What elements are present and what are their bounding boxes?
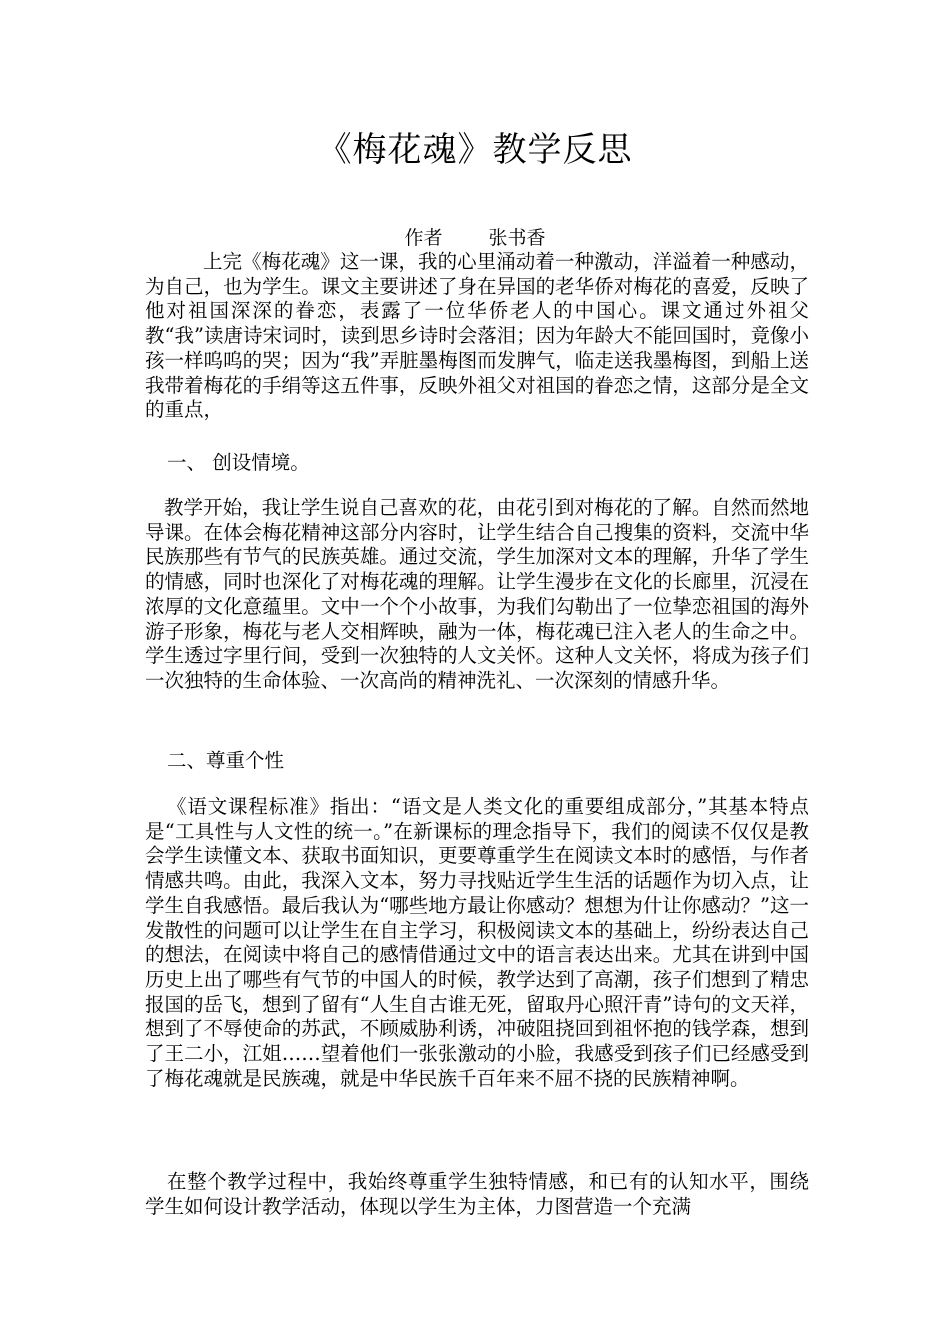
section-2-paragraph: 《语文课程标准》指出：“语文是人类文化的重要组成部分，”其基本特点是“工具性与人文性的统一。”在新课标的理念指导下，我们的阅读不仅仅是教会学生读懂文本、获取书面知识，更要尊重学生在阅读文本时的感悟，与作者情感共鸣。由此，我深入文本，努力寻找贴近学生生活的话题作为切入点，让学生自我感悟。最后我认为“哪些地方最让你感动？想想为什让你感动？”这一发散性的问题可以让学生在自主学习，积极阅读文本的基础上，纷纷表达自己的想法，在阅读中将自己的感情借通过文中的语言表达出来。尤其在讲到中国历史上出了哪些有气节的中国人的时候，教学达到了高潮，孩子们想到了精忠报国的岳飞，想到了留有“人生自古谁无死，留取丹心照汗青”诗句的文天祥，想到了不辱使命的苏武，不顾威胁利诱，冲破阻挠回到祖怀抱的钱学森，想到了王二小，江姐……望着他们一张张激动的小脸，我感受到孩子们已经感受到了梅花魂就是民族魂，就是中华民族千百年来不屈不挠的民族精神啊。 <box>145 795 809 1090</box>
intro-block <box>145 250 809 423</box>
author-label: 作者 <box>404 227 443 249</box>
author-line <box>0 226 950 250</box>
section-1-paragraph: 教学开始，我让学生说自己喜欢的花，由花引到对梅花的了解。自然而然地导课。在体会梅花精神这部分内容时，让学生结合自己搜集的资料，交流中华民族那些有节气的民族英雄。通过交流，学生加深对文本的理解，升华了学生的情感，同时也深化了对梅花魂的理解。让学生漫步在文化的长廊里，沉浸在浓厚的文化意蕴里。文中一个个小故事，为我们勾勒出了一位挚恋祖国的海外游子形象，梅花与老人交相辉映，融为一体，梅花魂已注入老人的生命之中。学生透过字里行间，受到一次独特的人文关怀。这种人文关怀，将成为孩子们一次独特的生命体验、一次高尚的精神洗礼、一次深刻的情感升华。 <box>145 496 809 692</box>
section-heading-1: 一、 创设情境。 <box>167 451 310 474</box>
author-name: 张书香 <box>488 227 546 249</box>
section-2-block <box>145 795 809 1091</box>
section-heading-2: 二、尊重个性 <box>167 749 285 772</box>
section-1-block <box>145 496 809 694</box>
section-3-paragraph: 在整个教学过程中，我始终尊重学生独特情感，和已有的认知水平，围绕学生如何设计教学活动，体现以学生为主体，力图营造一个充满 <box>145 1170 809 1218</box>
section-3-block <box>145 1170 809 1219</box>
document-title: 《梅花魂》教学反思 <box>317 130 633 170</box>
intro-paragraph: 上完《梅花魂》这一课，我的心里涌动着一种激动，洋溢着一种感动，为自己，也为学生。课文主要讲述了身在异国的老华侨对梅花的喜爱，反映了他对祖国深深的眷恋，表露了一位华侨老人的中国心。课文通过外祖父教“我”读唐诗宋词时，读到思乡诗时会落泪；因为年龄大不能回国时，竟像小孩一样呜呜的哭；因为“我”弄脏墨梅图而发脾气，临走送我墨梅图，到船上送我带着梅花的手绢等这五件事，反映外祖父对祖国的眷恋之情，这部分是全文的重点， <box>145 250 809 422</box>
